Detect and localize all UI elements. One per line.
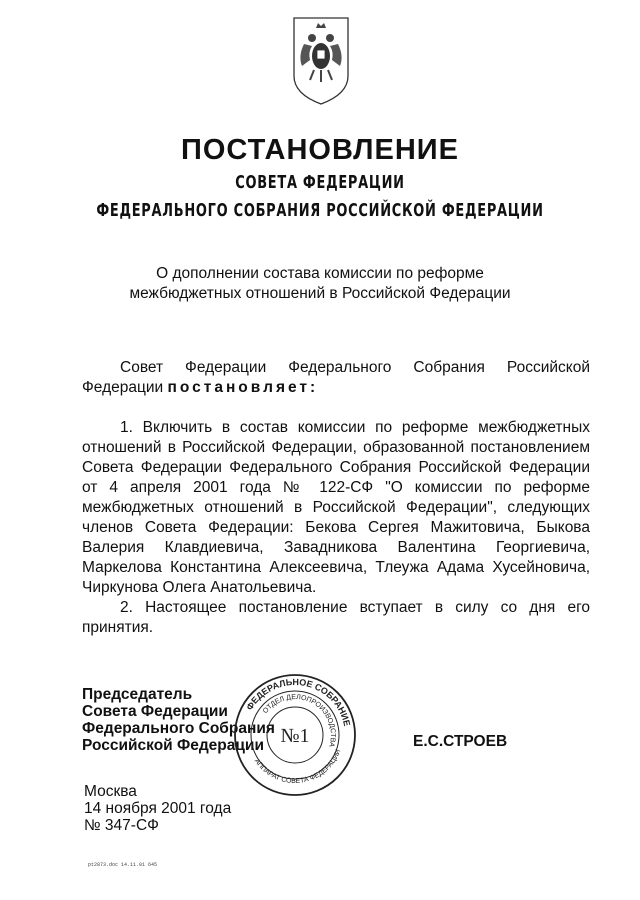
footer-file-reference: pt2873.doc 14.11.01 645 <box>88 862 158 868</box>
date: 14 ноября 2001 года <box>84 800 232 817</box>
signatory-line4: Российской Федерации <box>82 737 264 754</box>
svg-text:АППАРАТ СОВЕТА ФЕДЕРАЦИИ <box>253 749 343 785</box>
item-2-text: 2. Настоящее постановление вступает в силу со дня его принятия. <box>82 599 590 636</box>
stamp-bottom-text: АППАРАТ СОВЕТА ФЕДЕРАЦИИ <box>252 748 343 786</box>
signatory-name: Е.С.СТРОЕВ <box>413 733 508 750</box>
stamp-outer-text: ФЕДЕРАЛЬНОЕ СОБРАНИЕ <box>244 676 353 728</box>
subject-line2: межбюджетных отношений в Российской Федерации <box>129 285 511 302</box>
signatory-line3: Федерального Собрания <box>82 720 275 737</box>
signatory-line2: Совета Федерации <box>82 703 228 720</box>
double-headed-eagle-emblem-icon <box>290 14 352 106</box>
place-date-block <box>84 783 231 834</box>
intro-action: постановляет: <box>167 379 319 396</box>
subject-line1: О дополнении состава комиссии по реформе <box>156 265 484 282</box>
document-title: ПОСТАНОВЛЕНИЕ <box>181 134 459 166</box>
item-1-paragraph <box>82 418 590 598</box>
item-1-text: 1. Включить в состав комиссии по реформе межбюджетных отношений в Российской Федерации, образованной постановлением Совета Федерации Федерального Собрания Российской Федерации от 4 апреля 2001 года № 122-СФ "О комиссии по реформе межбюджетных отношений в Российской Федерации", следующих членов Совета Федерации: Бекова Сергея Мажитовича, Быкова Валерия Клавдиевича, Завадникова Валентина Георгиевича, Маркелова Константина Алексеевича, Тлеужа Адама Хусейновича, Чиркунова Олега Анатольевича. <box>82 419 590 596</box>
intro-paragraph <box>82 358 590 398</box>
document-issuer-line1: СОВЕТА ФЕДЕРАЦИИ <box>235 172 405 193</box>
document-issuer-line2: ФЕДЕРАЛЬНОГО СОБРАНИЯ РОССИЙСКОЙ ФЕДЕРАЦИИ <box>96 200 544 221</box>
signatory-line1: Председатель <box>82 686 193 703</box>
document-number: № 347-СФ <box>84 817 159 834</box>
stamp-inner-text: ОТДЕЛ ДЕЛОПРОИЗВОДСТВА <box>261 693 337 748</box>
item-2-paragraph <box>82 598 590 638</box>
document-subject <box>0 264 640 304</box>
intro-text: Совет Федерации Федерального Собрания Российской Федерации <box>82 359 590 396</box>
city: Москва <box>84 783 137 800</box>
stamp-number: №1 <box>280 725 310 747</box>
official-stamp-seal <box>232 672 358 798</box>
